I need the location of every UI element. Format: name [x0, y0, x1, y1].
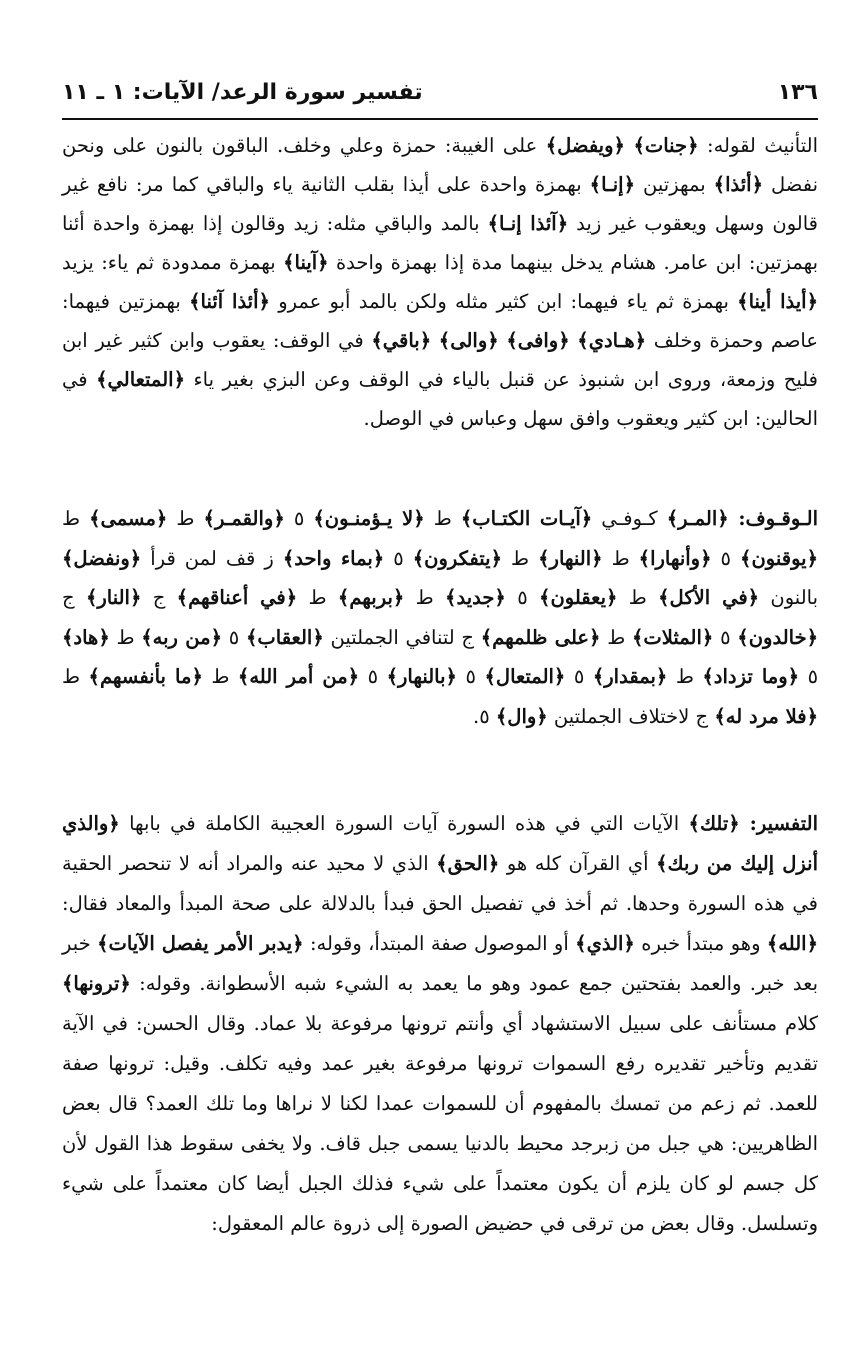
text-run: التأنيث لقوله:: [698, 134, 818, 157]
quran-term: ﴿وأنهارا﴾: [638, 546, 712, 570]
page-number: ١٣٦: [777, 80, 818, 105]
quran-term: ﴿آينا﴾: [283, 251, 329, 274]
text-run: ٥: [713, 625, 738, 649]
quran-term: ﴿على ظلمهم﴾: [480, 625, 601, 649]
text-run: ط: [202, 665, 238, 688]
text-run: في الحالين: ابن كثير ويعقوب وافق سهل وعباس في الوصل.: [62, 368, 818, 430]
quran-term: ﴿أئذا آئنا﴾: [189, 290, 270, 313]
text-run: ٥.: [472, 704, 496, 728]
quran-term: ﴿خالدون﴾: [737, 625, 819, 649]
text-run: ج لاختلاف الجملتين: [547, 704, 715, 728]
text-run: ٥: [456, 665, 485, 688]
quran-term: ﴿وما تزداد﴾: [702, 665, 800, 688]
text-run: ج: [62, 586, 86, 609]
text-run: بهمزة ممدودة ثم ياء: يزيد: [62, 251, 284, 274]
text-run: ط: [424, 507, 461, 530]
paragraph-readings: [62, 126, 818, 488]
quran-term: ﴿المتعال﴾: [484, 665, 566, 688]
text-run: بالنون: [759, 586, 819, 609]
quran-term: ﴿باقي﴾: [371, 329, 432, 352]
text-run: بالمد والباقي مثله: زيد وقالون إذا بهمزة واحدة أئنا بهمزتين: ابن عامر. هشام يدخل بينهما مدة إذا بهمزة واحدة: [62, 212, 818, 274]
quran-term: الـوقـوف:: [728, 507, 818, 530]
quran-term: ﴿والى﴾: [438, 329, 499, 352]
text-run: في الوقف: يعقوب وابن كثير غير ابن فليح وزمعة، وروى ابن شنبوذ عن قنبل بالياء في الوقف وعن البزي بغير ياء: [62, 329, 818, 391]
quran-term: ﴿هـادي﴾: [577, 329, 647, 352]
text-run: ٥: [384, 546, 413, 570]
text-run: ج: [141, 586, 177, 609]
text-run: وهو مبتدأ خبره: [634, 932, 767, 955]
text-run: ط: [62, 507, 90, 530]
quran-term: ﴿الحق﴾: [436, 852, 500, 875]
quran-term: ﴿ونفضل﴾: [62, 546, 142, 570]
quran-term: ﴿الذي﴾: [575, 932, 635, 955]
page-header: [62, 80, 818, 114]
text-run: ٥: [359, 665, 387, 688]
paragraph-tafsir: [62, 804, 818, 1329]
text-run: ط: [62, 665, 89, 688]
text-run: الذي لا محيد عنه والمراد أنه لا تنحصر الحقية في هذه السورة وحدها. ثم أخذ في تفصيل الحق فبدأ بالدلالة على صحة المبدأ والمعاد فقال:: [62, 852, 818, 915]
quran-term: ﴿ويفضل﴾: [545, 134, 625, 157]
text-run: أي القرآن كله هو: [499, 852, 657, 875]
text-run: [431, 329, 439, 352]
quran-term: ﴿أيذا أينا﴾: [737, 290, 819, 313]
quran-term: ﴿المتعالي﴾: [96, 368, 185, 391]
text-run: ٥: [565, 665, 593, 688]
quran-term: ﴿في الأكل﴾: [658, 586, 760, 609]
text-run: بمهزتين: [635, 173, 714, 196]
quran-term: ﴿جديد﴾: [445, 586, 506, 609]
quran-term: ﴿من أمر الله﴾: [237, 665, 360, 688]
quran-term: ﴿وال﴾: [495, 704, 548, 728]
text-run: ٥: [711, 546, 741, 570]
quran-term: التفسير:: [739, 812, 819, 835]
text-run: ط: [109, 625, 142, 649]
text-run: أو الموصول صفة المبتدأ، وقوله:: [303, 932, 576, 955]
text-run: ز قف لمن قرأ: [141, 546, 283, 570]
text-run: ط: [167, 507, 204, 530]
text-run: ط: [600, 625, 632, 649]
quran-term: ﴿والقمـر﴾: [203, 507, 285, 530]
quran-term: ﴿فلا مرد له﴾: [714, 704, 818, 728]
quran-term: ﴿بماء واحد﴾: [282, 546, 385, 570]
text-run: ٥: [284, 507, 314, 530]
quran-term: ﴿أئذا﴾: [713, 173, 764, 196]
quran-term: ﴿يوقنون﴾: [740, 546, 818, 570]
quran-term: ﴿لا يـؤمنـون﴾: [313, 507, 425, 530]
text-run: خبر بعد خبر. والعمد بفتحتين جمع عمود وهو ما يعمد به الشيء شبه الأسطوانة. وقوله:: [62, 932, 818, 995]
quran-term: ﴿يدبر الأمر يفصل الآيات﴾: [97, 932, 304, 955]
quran-term: ﴿وافى﴾: [506, 329, 570, 352]
text-run: ط: [617, 586, 659, 609]
paragraph-stops: [62, 499, 818, 789]
quran-term: ﴿المـر﴾: [666, 507, 729, 530]
header-rule: [62, 118, 818, 120]
text-run: بهمزة ثم ياء فيهما: ابن كثير مثله ولكن بالمد أبو عمرو: [269, 290, 738, 313]
text-run: بهمزتين فيهما: عاصم وحمزة وخلف: [62, 290, 818, 352]
quran-term: ﴿يتفكرون﴾: [412, 546, 503, 570]
text-run: كلام مستأنف على سبيل الاستشهاد أي وأنتم ترونها مرفوعة بلا عماد. وقال الحسن: في الآية تقديم وتأخير تقديره رفع السموات ترونها مرفوعة بغير عمد وفيه تكلف. وقيل: ترونها صفة للعمد. ثم زعم من تمسك بالمفهوم أن للسموات عمدا لكنا لا نراها وما تلك العمد؟ قال بعض الظاهريين: هي جبل من زبرجد محيط بالدنيا يسمى جبل قاف. ولا يخفى سقوط هذا القول لأن كل جسم لو كان يلزم أن يكون معتمداً على شيء فذلك الجبل أيضا كان معتمداً على شيء وتسلسل. وقال بعض من ترقى في حضيض الصورة إلى ذروة عالم المعقول:: [62, 1012, 818, 1235]
quran-term: ﴿الله﴾: [766, 932, 818, 955]
quran-term: ﴿مسمى﴾: [89, 507, 168, 530]
quran-term: ﴿بمقدار﴾: [592, 665, 668, 688]
text-run: ٥: [222, 625, 246, 649]
text-run: ط: [502, 546, 539, 570]
quran-term: ﴿هاد﴾: [62, 625, 110, 649]
quran-term: ﴿النهار﴾: [538, 546, 603, 570]
running-title: تفسير سورة الرعد/ الآيات: ١ ـ ١١: [62, 80, 423, 105]
quran-term: ﴿ما بأنفسهم﴾: [88, 665, 203, 688]
text-run: ج لتنافي الجملتين: [323, 625, 481, 649]
quran-term: ﴿والذي أنزل إليك من ربك﴾: [62, 812, 818, 875]
quran-term: ﴿تلك﴾: [688, 812, 740, 835]
quran-term: ﴿بالنهار﴾: [386, 665, 457, 688]
text-run: ٥: [505, 586, 540, 609]
quran-term: ﴿جنات﴾: [633, 134, 699, 157]
quran-term: ﴿إنـا﴾: [589, 173, 636, 196]
quran-term: ﴿ترونها﴾: [62, 972, 131, 995]
quran-term: ﴿العقاب﴾: [245, 625, 324, 649]
text-run: على الغيبة: حمزة وعلي وخلف. الباقون بالنون على ونحن نفضل: [62, 134, 818, 196]
text-run: الآيات التي في هذه السورة آيات السورة العجيبة الكاملة في بابها: [119, 812, 689, 835]
text-run: ط: [667, 665, 703, 688]
text-run: ط: [297, 586, 338, 609]
text-run: ٥: [799, 665, 819, 688]
text-run: كـوفـي: [592, 507, 667, 530]
quran-term: ﴿في أعناقهم﴾: [176, 586, 298, 609]
text-run: ط: [602, 546, 639, 570]
quran-term: ﴿آيـات الكتـاب﴾: [460, 507, 593, 530]
text-run: بهمزة واحدة على أيذا بقلب الثانية ياء والباقي كما مر: نافع غير قالون وسهل ويعقوب غير زيد: [62, 173, 818, 235]
quran-term: ﴿يعقلون﴾: [539, 586, 618, 609]
quran-term: ﴿بربهم﴾: [337, 586, 405, 609]
quran-term: ﴿النار﴾: [85, 586, 142, 609]
quran-term: ﴿آئذا إنـا﴾: [487, 212, 569, 235]
quran-term: ﴿من ربه﴾: [141, 625, 223, 649]
text-run: ط: [404, 586, 446, 609]
quran-term: ﴿المثلات﴾: [631, 625, 714, 649]
